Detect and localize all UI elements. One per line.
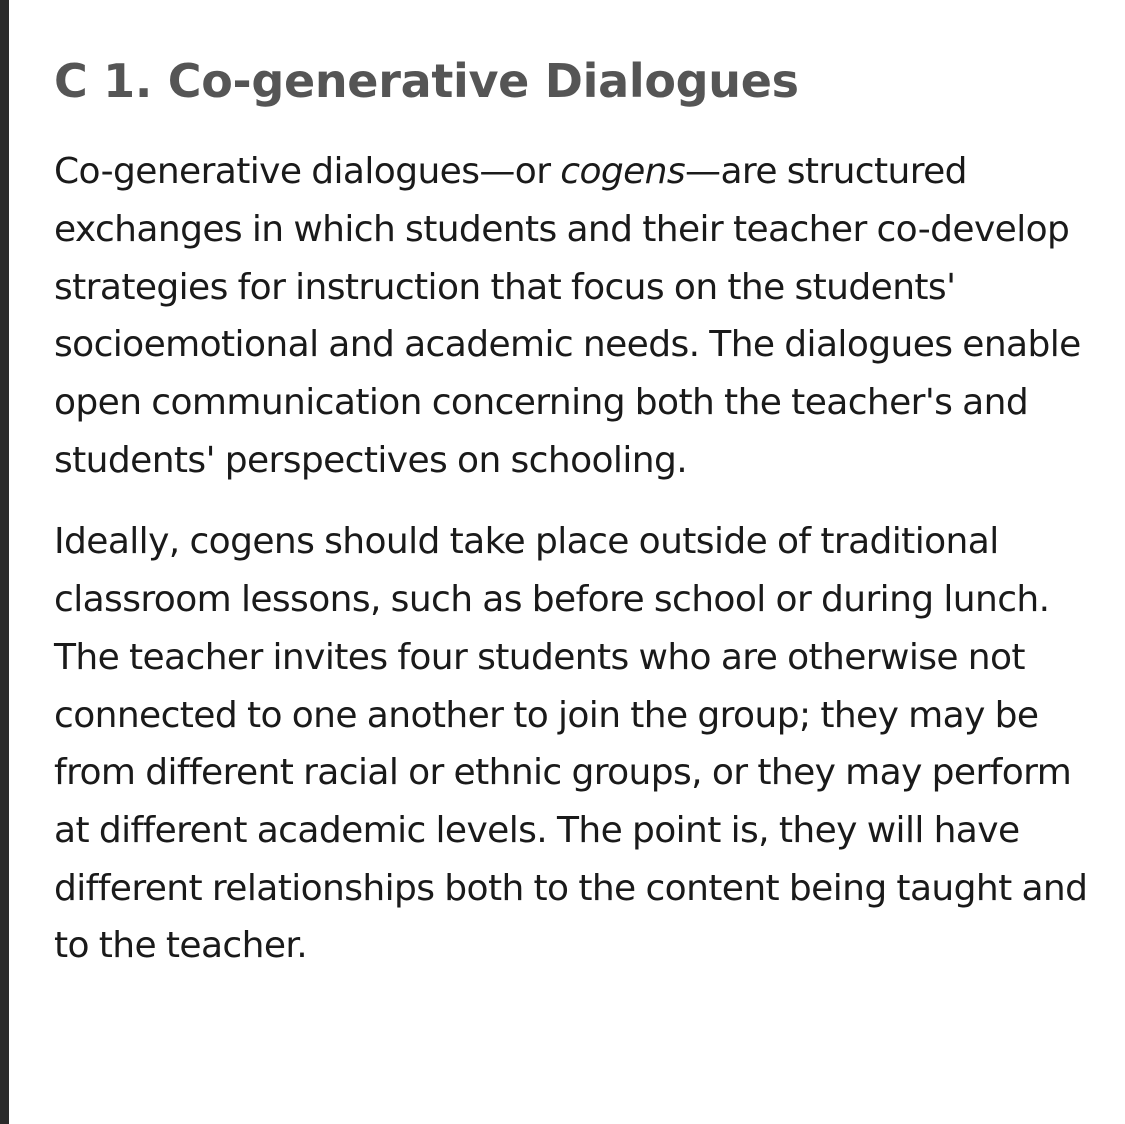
- section-title: C 1. Co-generative Dialogues: [54, 54, 799, 108]
- paragraph-1-text-start: Co-generative dialogues—or: [54, 151, 561, 193]
- cogens-term: cogens: [560, 151, 686, 193]
- paragraph-cogens-definition: [54, 143, 1114, 489]
- window-edge: [0, 0, 9, 1124]
- paragraph-cogens-setup: Ideally, cogens should take place outside of traditional classroom lessons, such as before school or during lunch. The teacher invites four students who are otherwise not connected to one another to join the group; they may be from different racial or ethnic groups, or they may perform at different academic levels. The point is, they will have different relationships both to the content being taught and to the teacher.: [54, 521, 1088, 967]
- article-body: [54, 54, 1114, 999]
- paragraph-1-text-end: —are structured exchanges in which students and their teacher co-develop strategies for instruction that focus on the students' socioemotional and academic needs. The dialogues enable open communication concerning both the teacher's and students' perspectives on schooling.: [54, 151, 1081, 481]
